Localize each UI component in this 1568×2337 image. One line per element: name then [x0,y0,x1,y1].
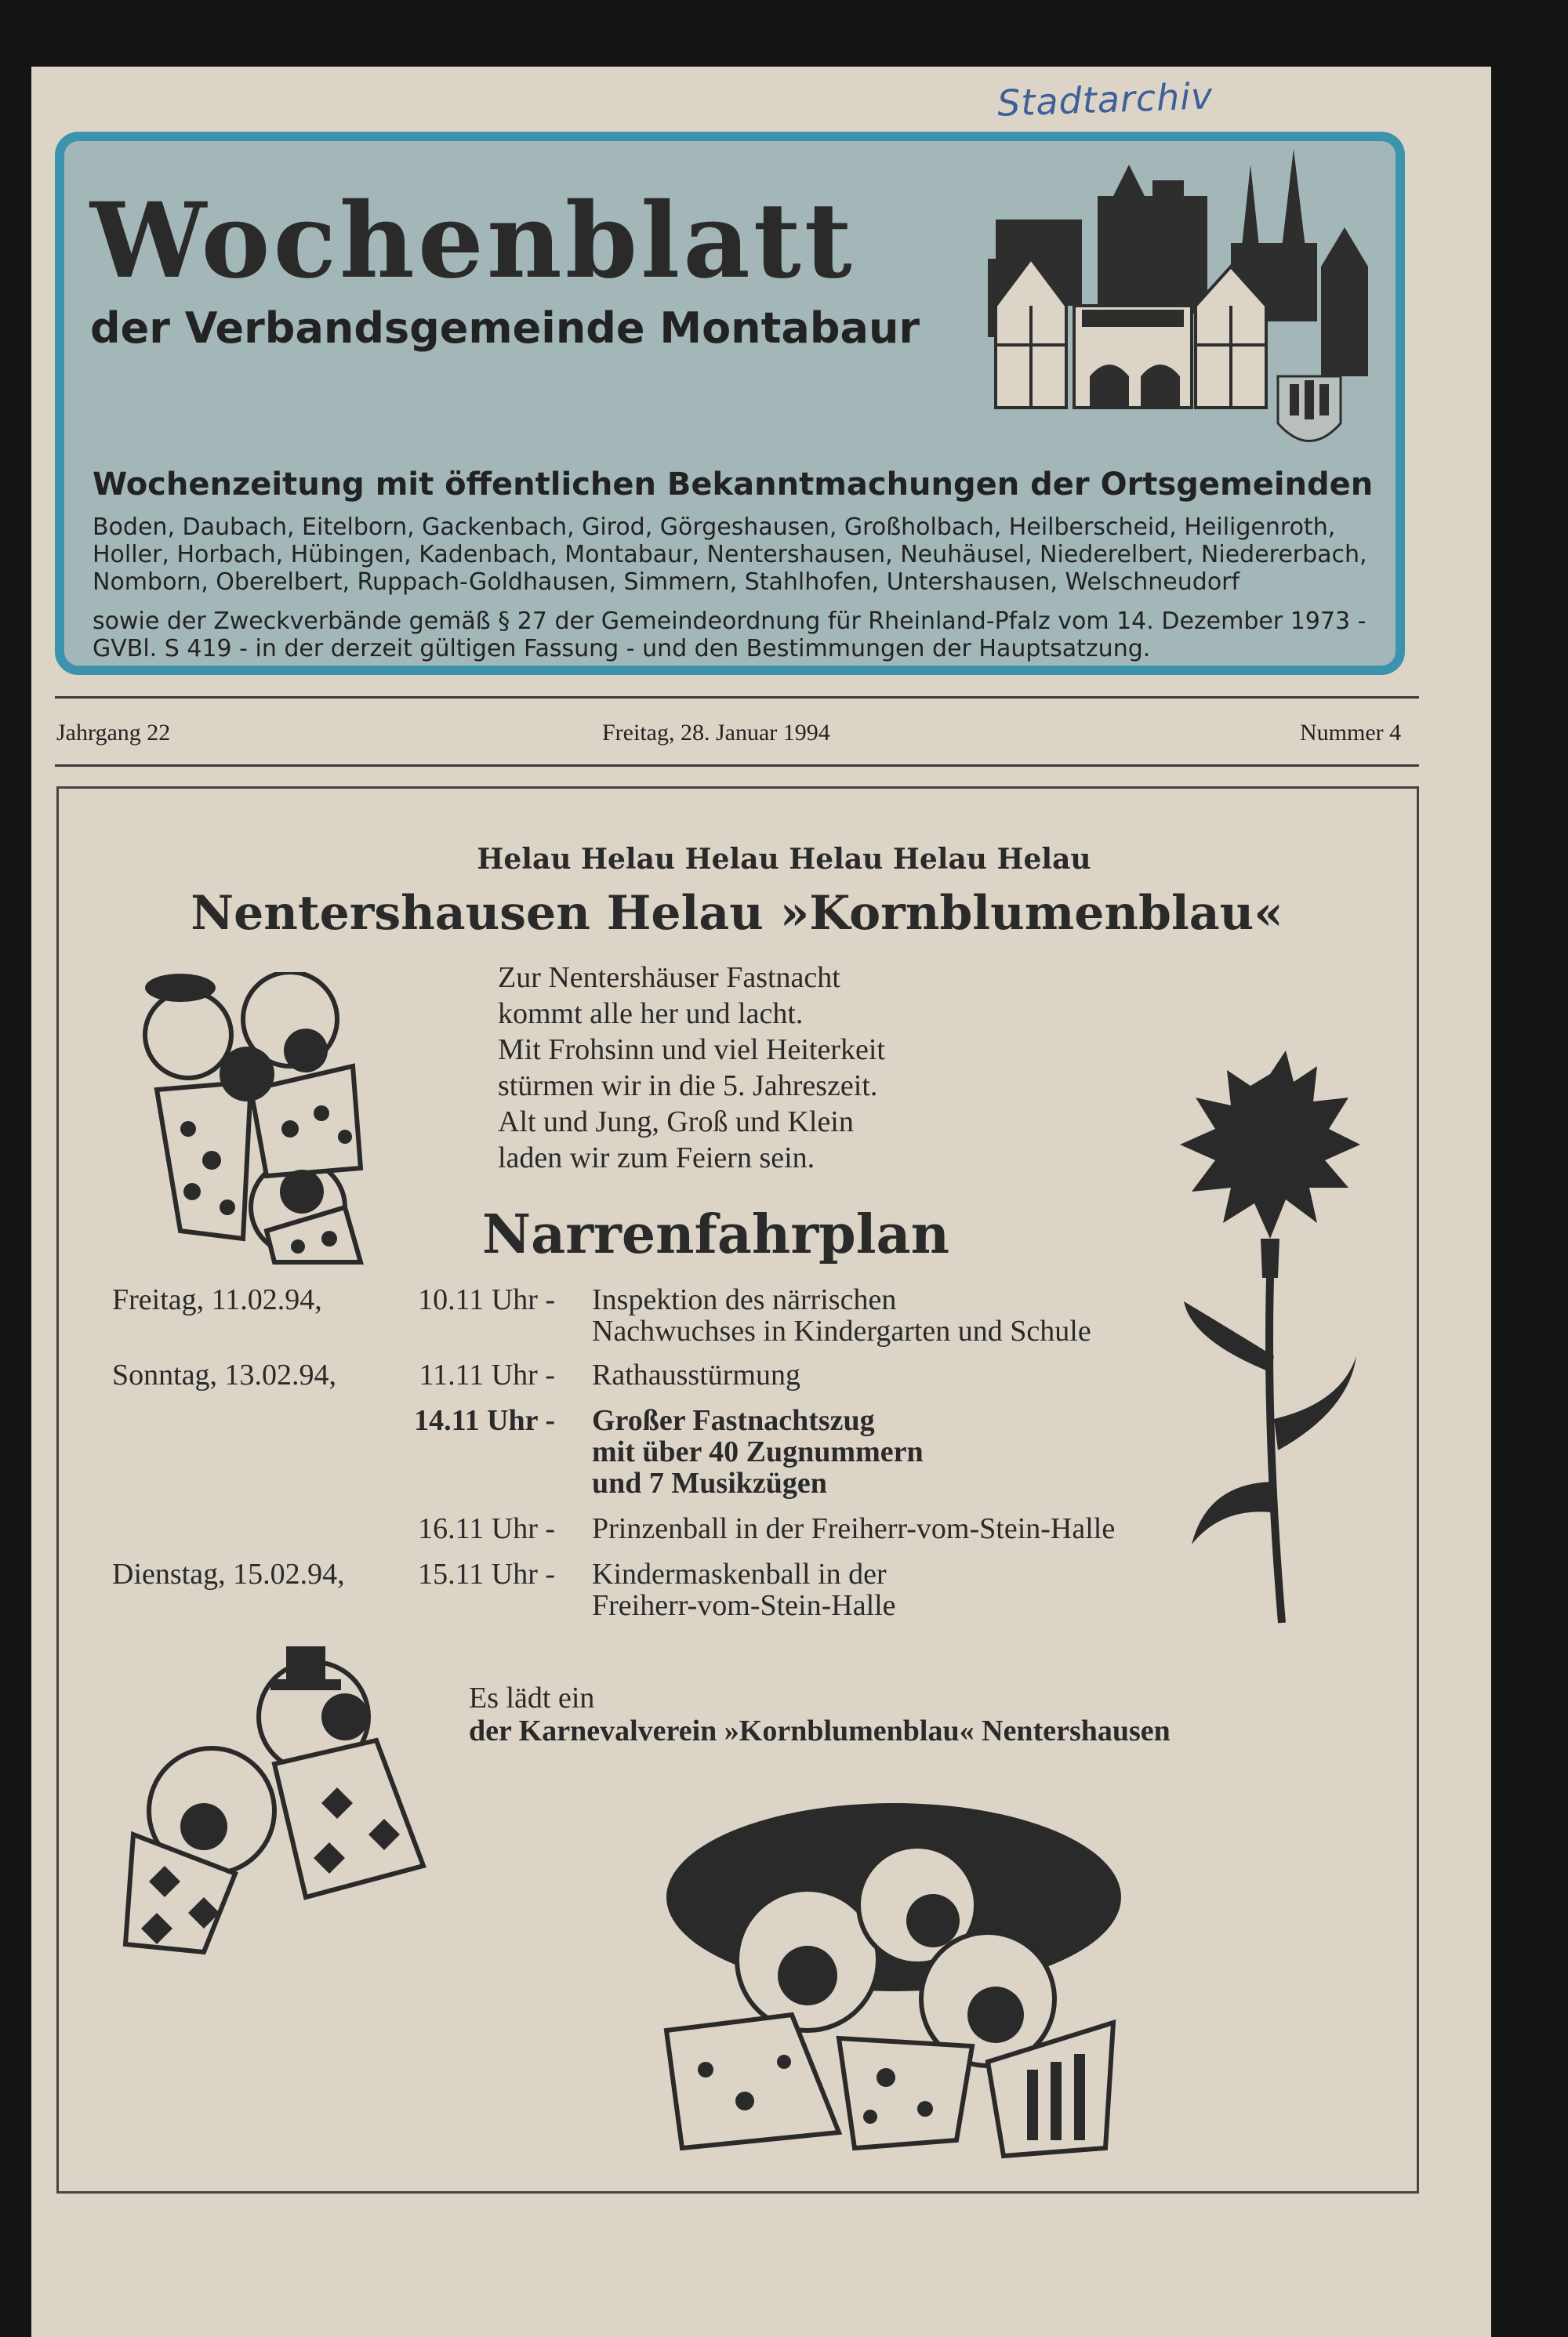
masthead-legal-note: sowie der Zweckverbände gemäß § 27 der Gemeindeordnung für Rheinland-Pfalz vom 14. Dezember 1973 - GVBl. S 419 - in der derzeit gültigen Fassung - und den Bestimmungen der Hauptsatzung. [93,608,1367,662]
masthead-headline: Wochenzeitung mit öffentlichen Bekanntmachungen der Ortsgemeinden [93,466,1374,503]
invite-signature: der Karnevalverein »Kornblumenblau« Nentershausen [469,1715,1171,1747]
poem-line: laden wir zum Feiern sein. [498,1141,815,1174]
carnival-poem [498,960,885,1176]
montabaur-skyline-illustration [972,149,1380,463]
schedule-time: 11.11 Uhr - [419,1359,555,1392]
schedule-day: Sonntag, 13.02.94, [112,1359,337,1392]
schedule-time: 15.11 Uhr - [418,1558,555,1591]
poem-line: Alt und Jung, Groß und Klein [498,1105,854,1138]
clown-group-illustration-2 [118,1631,439,1960]
schedule-event [592,1359,800,1391]
schedule-event-line: und 7 Musikzügen [592,1467,827,1500]
schedule-day: Dienstag, 15.02.94, [112,1558,345,1591]
masthead-town-list: Boden, Daubach, Eitelborn, Gackenbach, Girod, Görgeshausen, Großholbach, Heilberscheid, Heiligenroth, Holler, Horbach, Hübingen, Kadenbach, Montabaur, Nentershausen, Neuhäusel, Niederelbert, Niedererbach, Nomborn, Oberelbert, Ruppach-Goldhausen, Simmern, Stahlhofen, Untershausen, Welschneudorf [93,513,1367,596]
schedule-event-line: Freiherr-vom-Stein-Halle [592,1589,896,1622]
schedule-event-line: Prinzenball in der Freiherr-vom-Stein-Halle [592,1512,1116,1545]
masthead-title: Wochenblatt [90,180,855,302]
cornflower-illustration [1160,1043,1380,1654]
rule-bottom [55,764,1419,767]
schedule-event [592,1284,1091,1347]
schedule-time: 14.11 Uhr - [414,1404,555,1437]
poem-line: Zur Nentershäuser Fastnacht [498,961,840,994]
schedule-event [592,1405,924,1499]
issue-number: Nummer 4 [1300,720,1402,746]
issue-date: Freitag, 28. Januar 1994 [602,720,830,746]
handwritten-archive-note: Stadtarchiv [996,74,1214,125]
schedule-event [592,1513,1115,1544]
issue-volume: Jahrgang 22 [56,720,171,746]
clown-group-illustration-3 [659,1787,1129,2164]
poem-line: stürmen wir in die 5. Jahreszeit. [498,1069,878,1102]
schedule-event-line: mit über 40 Zugnummern [592,1435,924,1468]
poem-line: Mit Frohsinn und viel Heiterkeit [498,1033,885,1066]
schedule-time: 16.11 Uhr - [418,1512,555,1545]
ad-headline: Nentershausen Helau »Kornblumenblau« [191,886,1283,941]
schedule-event [592,1559,896,1621]
invite-line: Es lädt ein [469,1682,595,1715]
schedule-event-line: Großer Fastnachtszug [592,1404,875,1437]
schedule-event-line: Inspektion des närrischen [592,1283,897,1316]
helau-line: Helau Helau Helau Helau Helau Helau [477,843,1091,876]
schedule-event-line: Rathausstürmung [592,1359,800,1392]
poem-line: kommt alle her und lacht. [498,997,804,1030]
masthead-subtitle: der Verbandsgemeinde Montabaur [90,303,920,353]
invite-text [469,1682,1171,1747]
rule-top [55,696,1419,699]
schedule-day: Freitag, 11.02.94, [112,1283,322,1316]
schedule-time: 10.11 Uhr - [418,1283,555,1316]
schedule-event-line: Kindermaskenball in der [592,1558,887,1591]
schedule-title: Narrenfahrplan [482,1203,950,1266]
clown-group-illustration-1 [110,972,408,1270]
schedule-event-line: Nachwuchses in Kindergarten und Schule [592,1315,1091,1348]
